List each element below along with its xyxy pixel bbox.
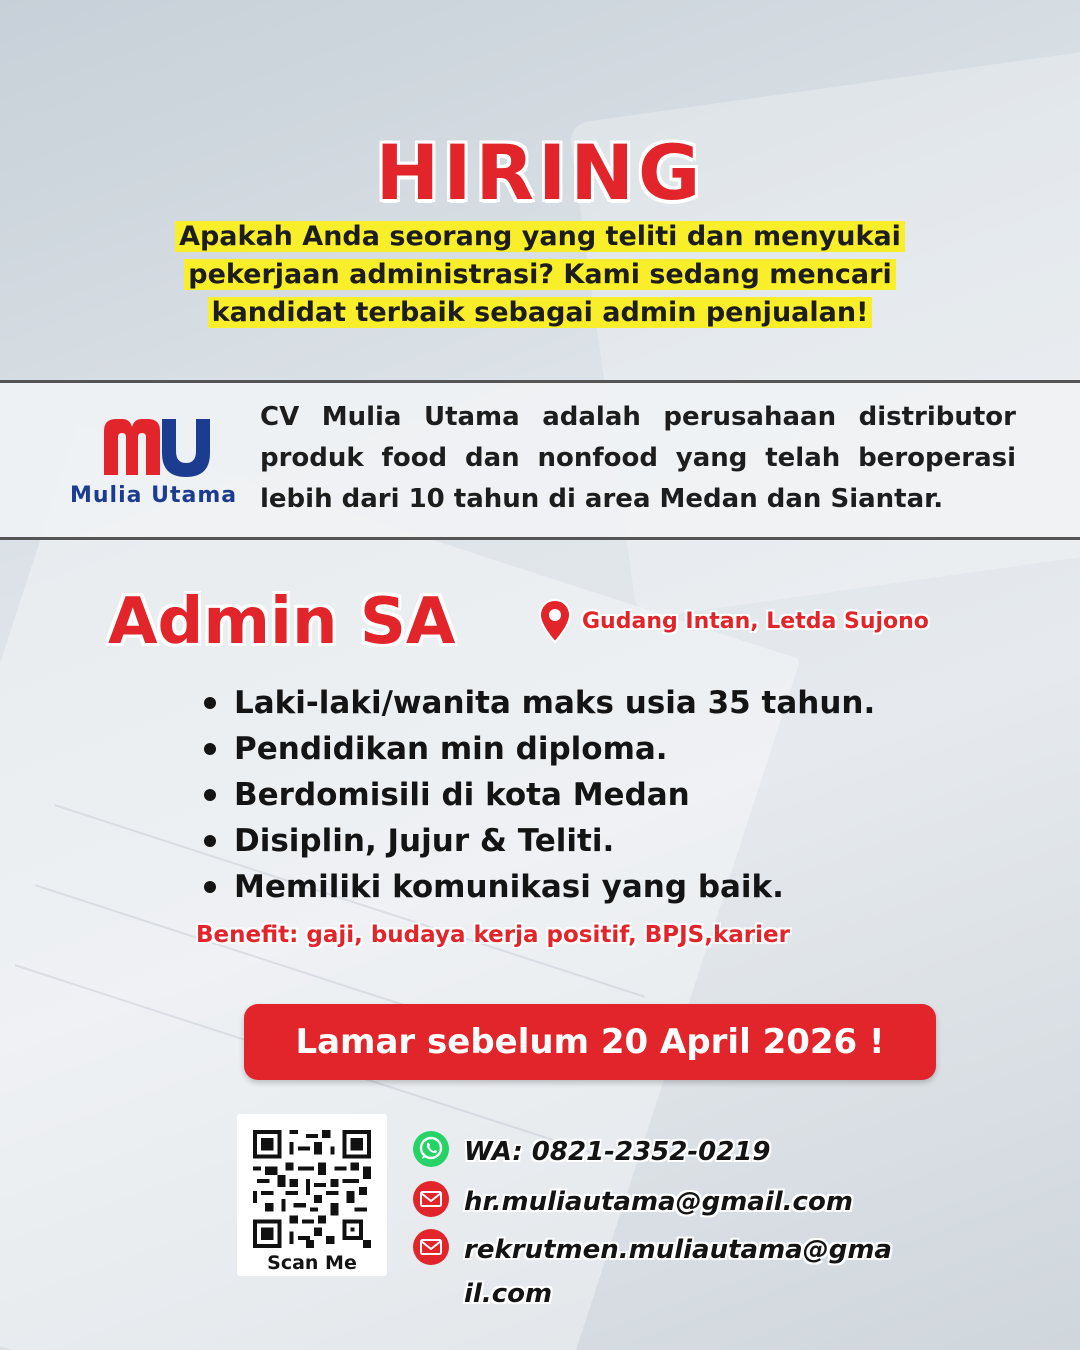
company-section [0,380,1080,540]
list-item [204,864,875,910]
qr-label: Scan Me [267,1252,357,1274]
email-icon [412,1180,450,1218]
whatsapp-text: WA: 0821-2352-0219 [464,1137,771,1167]
qr-card[interactable] [237,1114,387,1276]
benefit-text: Benefit: gaji, budaya kerja positif, BPJS,karier [196,922,790,948]
email-contact-recruitment[interactable] [412,1228,892,1316]
requirement-text: Pendidikan min diploma. [234,731,668,767]
requirement-text: Laki-laki/wanita maks usia 35 tahun. [234,685,876,721]
map-pin-icon [538,598,572,644]
email-line: rekrutmen.muliautama@gma [464,1235,892,1265]
requirement-text: Disiplin, Jujur & Teliti. [234,823,615,859]
requirement-text: Memiliki komunikasi yang baik. [234,869,784,905]
logo-text: Mulia Utama [70,483,238,508]
intro-text [100,218,980,332]
bullet-icon [204,881,216,893]
list-item [204,818,875,864]
email-text: hr.muliautama@gmail.com [464,1187,853,1217]
email-line: il.com [464,1279,553,1309]
bullet-icon [204,743,216,755]
email-text [464,1228,892,1316]
requirements-list [204,680,875,910]
job-location [538,598,929,644]
job-title: Admin SA [108,585,456,659]
whatsapp-icon [412,1130,450,1168]
apply-deadline-button[interactable]: Lamar sebelum 20 April 2026 ! [244,1004,936,1080]
email-contact-hr[interactable] [412,1180,853,1224]
bullet-icon [204,789,216,801]
company-description: CV Mulia Utama adalah perusahaan distributor produk food dan nonfood yang telah beroperasi lebih dari 10 tahun di area Medan dan Siantar. [260,402,1016,514]
whatsapp-contact[interactable] [412,1130,770,1174]
intro-line: Apakah Anda seorang yang teliti dan menyukai [175,221,905,252]
email-icon [412,1228,450,1266]
list-item [204,726,875,772]
location-text: Gudang Intan, Letda Sujono [582,608,929,634]
list-item [204,680,875,726]
bullet-icon [204,697,216,709]
intro-line: pekerjaan administrasi? Kami sedang mencari [184,259,895,290]
list-item [204,772,875,818]
hiring-title: HIRING [375,128,705,217]
bullet-icon [204,835,216,847]
qr-code-icon[interactable] [253,1130,371,1248]
intro-line: kandidat terbaik sebagai admin penjualan! [208,297,873,328]
requirement-text: Berdomisili di kota Medan [234,777,690,813]
company-logo [62,413,252,513]
mu-logo-icon [100,413,212,479]
